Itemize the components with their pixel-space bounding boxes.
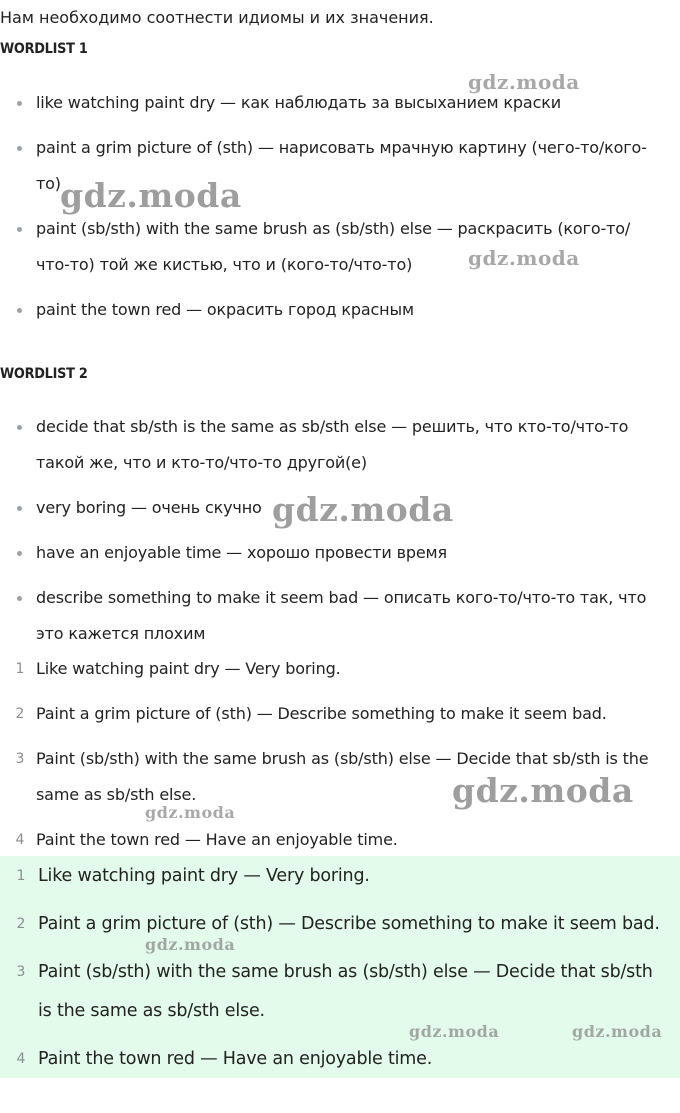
- final-answer-number: 4: [16, 1051, 26, 1067]
- watermark: gdz.moda: [409, 1022, 500, 1041]
- final-answer-number: 2: [16, 916, 26, 932]
- answer-item-3: Paint (sb/sth) with the same brush as (sb/sth) else — Decide that sb/sth is the: [36, 749, 649, 768]
- wordlist-1-item-2: paint a grim picture of (sth) — нарисовать мрачную картину (чего-то/кого-: [36, 138, 647, 157]
- final-answer-item-1: Like watching paint dry — Very boring.: [38, 866, 370, 886]
- wordlist-2-item-4-cont: это кажется плохим: [36, 624, 206, 643]
- bullet: [17, 506, 22, 511]
- watermark: gdz.moda: [272, 490, 454, 529]
- bullet: [17, 101, 22, 106]
- watermark: gdz.moda: [60, 176, 242, 215]
- answer-item-2: Paint a grim picture of (sth) — Describe something to make it seem bad.: [36, 704, 607, 723]
- bullet: [17, 596, 22, 601]
- answer-number: 1: [15, 661, 25, 677]
- answer-item-4: Paint the town red — Have an enjoyable time.: [36, 830, 398, 849]
- final-answer-number: 3: [16, 964, 26, 980]
- intro-text: Нам необходимо соотнести идиомы и их значения.: [0, 8, 434, 27]
- wordlist-1-item-2-cont: то): [36, 174, 61, 193]
- wordlist-2-heading: WORDLIST 2: [0, 366, 88, 382]
- bullet: [17, 551, 22, 556]
- bullet: [17, 425, 22, 430]
- answer-item-3-cont: same as sb/sth else.: [36, 785, 197, 804]
- wordlist-1-item-4: paint the town red — окрасить город красным: [36, 300, 414, 319]
- watermark: gdz.moda: [145, 935, 236, 954]
- final-answer-item-3: Paint (sb/sth) with the same brush as (sb/sth) else — Decide that sb/sth: [38, 962, 653, 982]
- watermark: gdz.moda: [468, 70, 580, 94]
- answer-item-1: Like watching paint dry — Very boring.: [36, 659, 341, 678]
- final-answer-number: 1: [16, 868, 26, 884]
- wordlist-1-heading: WORDLIST 1: [0, 41, 88, 57]
- wordlist-1-item-3-cont: что-то) той же кистью, что и (кого-то/что-то): [36, 255, 413, 274]
- wordlist-2-item-2: very boring — очень скучно: [36, 498, 262, 517]
- answer-number: 2: [15, 706, 25, 722]
- watermark: gdz.moda: [145, 803, 236, 822]
- wordlist-2-item-4: describe something to make it seem bad — описать кого-то/что-то так, что: [36, 588, 647, 607]
- final-answer-item-3-cont: is the same as sb/sth else.: [38, 1001, 265, 1021]
- watermark: gdz.moda: [468, 246, 580, 270]
- bullet: [17, 308, 22, 313]
- watermark: gdz.moda: [452, 771, 634, 810]
- bullet: [17, 146, 22, 151]
- wordlist-2-item-1-cont: такой же, что и кто-то/что-то другой(е): [36, 453, 367, 472]
- final-answer-item-2: Paint a grim picture of (sth) — Describe something to make it seem bad.: [38, 914, 660, 934]
- answer-number: 4: [15, 832, 25, 848]
- final-answer-item-4: Paint the town red — Have an enjoyable time.: [38, 1049, 433, 1069]
- wordlist-2-item-3: have an enjoyable time — хорошо провести время: [36, 543, 447, 562]
- bullet: [17, 227, 22, 232]
- watermark: gdz.moda: [572, 1022, 663, 1041]
- answer-number: 3: [15, 751, 25, 767]
- wordlist-2-item-1: decide that sb/sth is the same as sb/sth else — решить, что кто-то/что-то: [36, 417, 629, 436]
- wordlist-1-item-3: paint (sb/sth) with the same brush as (sb/sth) else — раскрасить (кого-то/: [36, 219, 631, 238]
- wordlist-1-item-1: like watching paint dry — как наблюдать за высыханием краски: [36, 93, 561, 112]
